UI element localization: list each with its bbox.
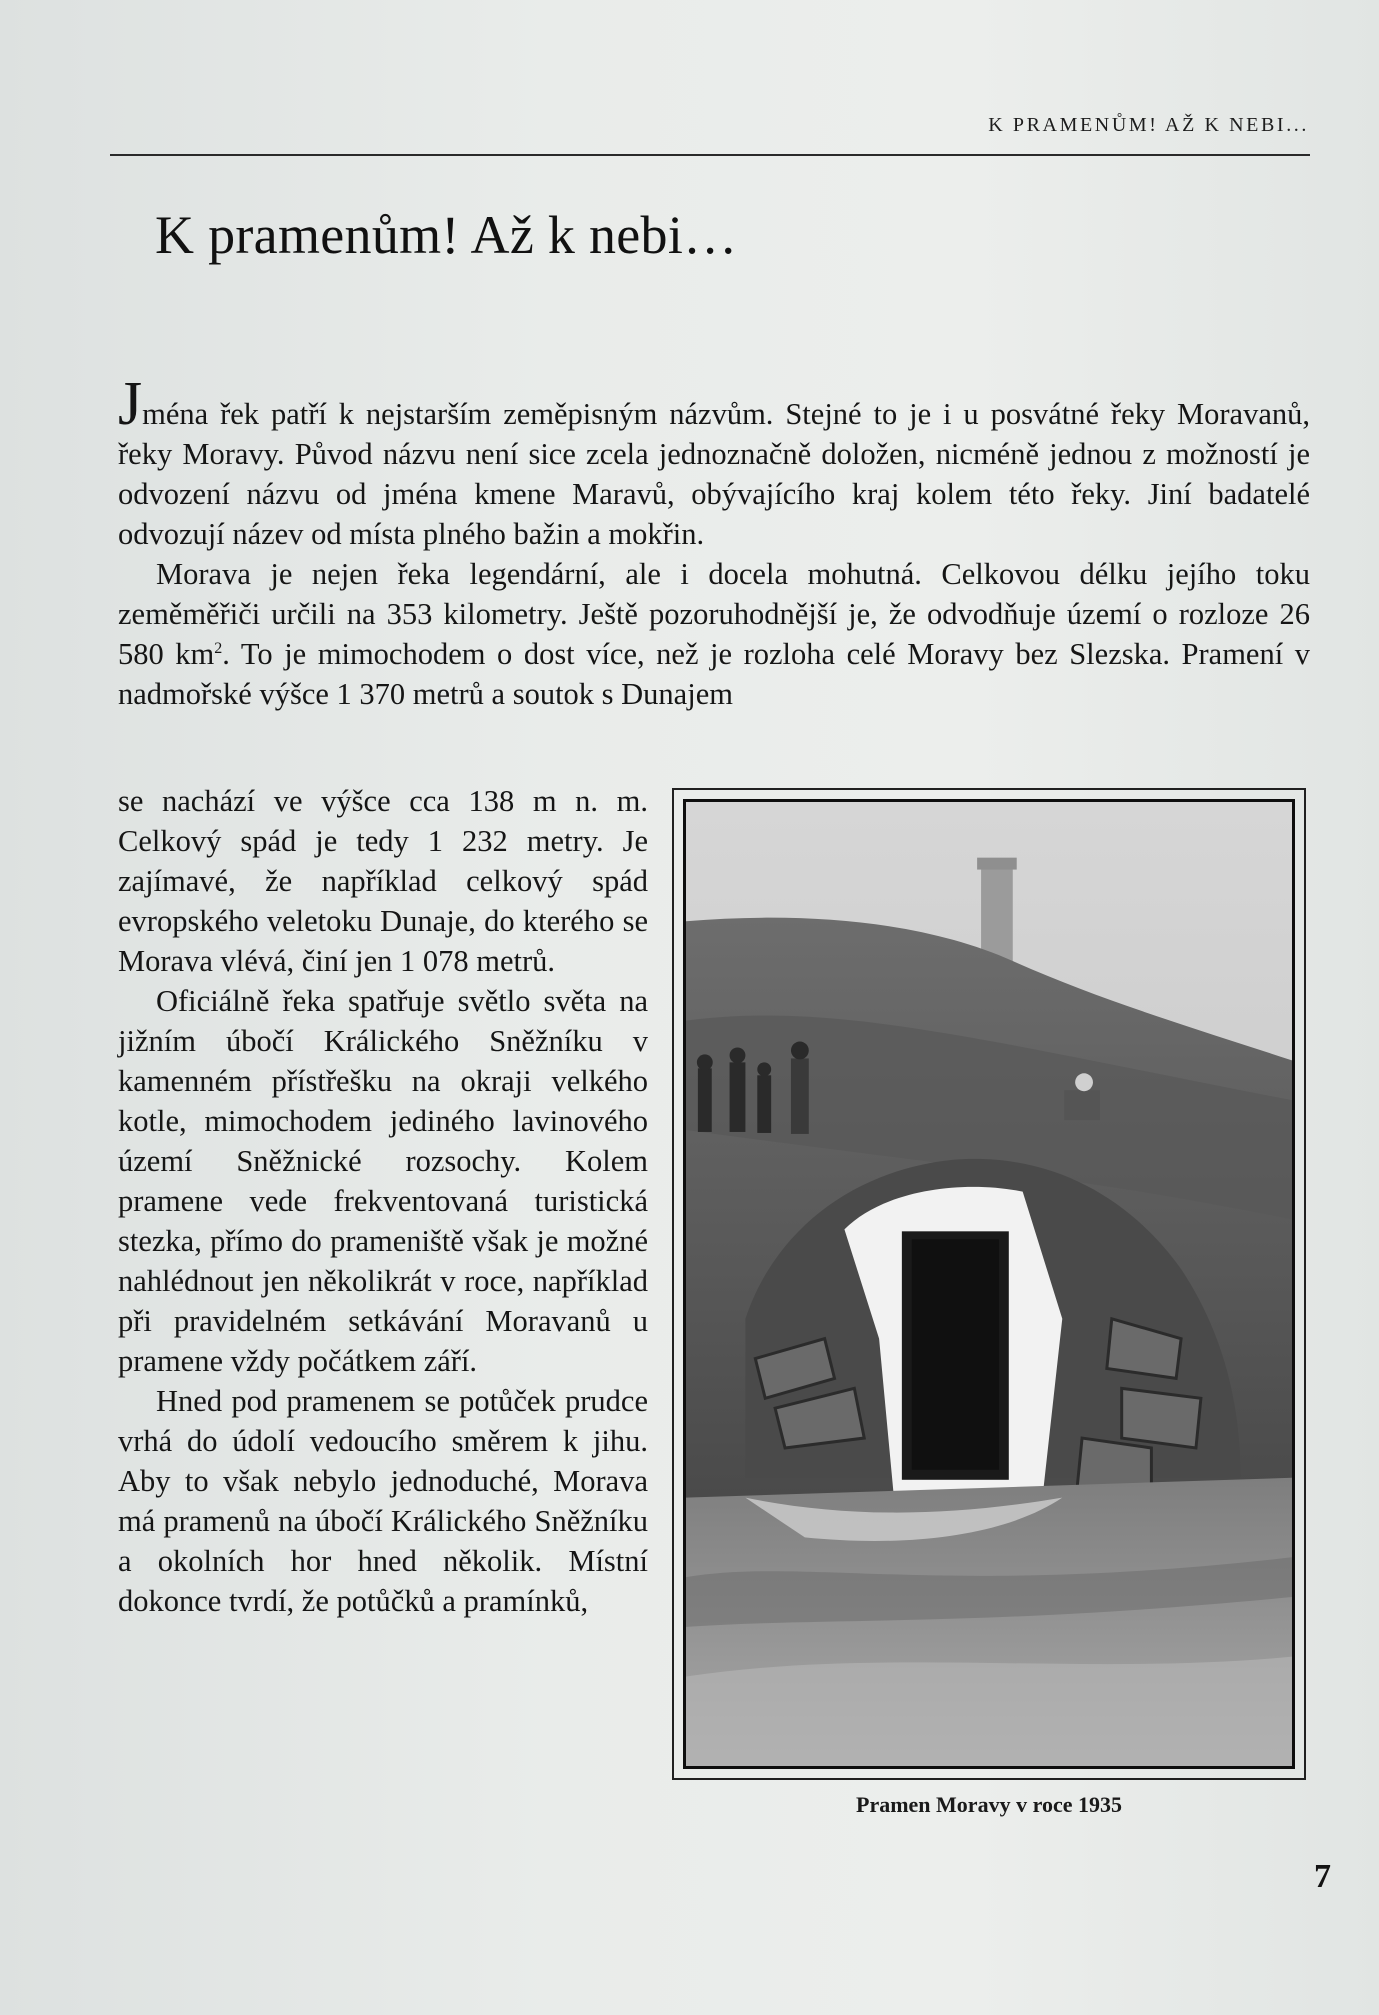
paragraph-2-wide: [118, 554, 1310, 714]
photo-tower: [981, 864, 1013, 963]
paragraph-3: Oficiálně řeka spatřuje světlo světa na jižním úbočí Králického Sněžníku v kamenném přístřešku na okraji velkého kotle, mimochodem jediného lavinového území Sněžnické rozsochy. Kolem pramene vede frekventovaná turistická stezka, přímo do prameniště však je možné nahlédnout jen několikrát v roce, například při pravidelném setkávání Moravanů u pramene vždy počátkem září.: [118, 984, 648, 1378]
paragraph-4: Hned pod pramenem se potůček prudce vrhá do údolí vedoucího směrem k jihu. Aby to však nebylo jednoduché, Morava má pramenů na úbočí Králického Sněžníku a okolních hor hned několik. Místní dokonce tvrdí, že potůčků a pramínků,: [118, 1384, 648, 1618]
body-text-wide: [118, 370, 1310, 714]
body-text-column: [118, 781, 648, 1621]
paragraph-2-text-end: . To je mimochodem o dost více, než je rozloha celé Moravy bez Slezska. Pramení v nadmořské výšce 1 370 metrů a soutok s Dunajem: [118, 637, 1310, 711]
chapter-title: K pramenům! Až k nebi…: [155, 205, 738, 265]
paragraph-2-text: Morava je nejen řeka legendární, ale i docela mohutná. Celkovou délku jejího toku zeměměřiči určili na 353 kilometry. Ještě pozoruhodnější je, že odvodňuje území o rozloze 26 580 km: [118, 557, 1310, 671]
superscript: 2: [214, 639, 223, 657]
paragraph-1: Jména řek patří k nejstarším zeměpisným názvům. Stejné to je i u posvátné řeky Moravanů, řeky Moravy. Původ názvu není sice zcela jednoznačně doložen, nicméně jednou z možností je odvození názvu od jména kmene Maravů, obývajícího kraj kolem této řeky. Jiní badatelé odvozují název od místa plného bažin a mokřin.: [118, 370, 1310, 551]
photo-caption: Pramen Moravy v roce 1935: [856, 1792, 1122, 1817]
photo-frame: [672, 788, 1306, 1780]
paragraph-2-continued: se nachází ve výšce cca 138 m n. m. Celkový spád je tedy 1 232 metry. Je zajímavé, že například celkový spád evropského veletoku Dunaje, do kterého se Morava vlévá, činí jen 1 078 metrů.: [118, 784, 648, 978]
page-number: 7: [1314, 1858, 1331, 1895]
header-rule: [110, 154, 1310, 156]
running-head: K PRAMENŮM! AŽ K NEBI...: [988, 114, 1309, 136]
historic-photo: [683, 799, 1295, 1769]
